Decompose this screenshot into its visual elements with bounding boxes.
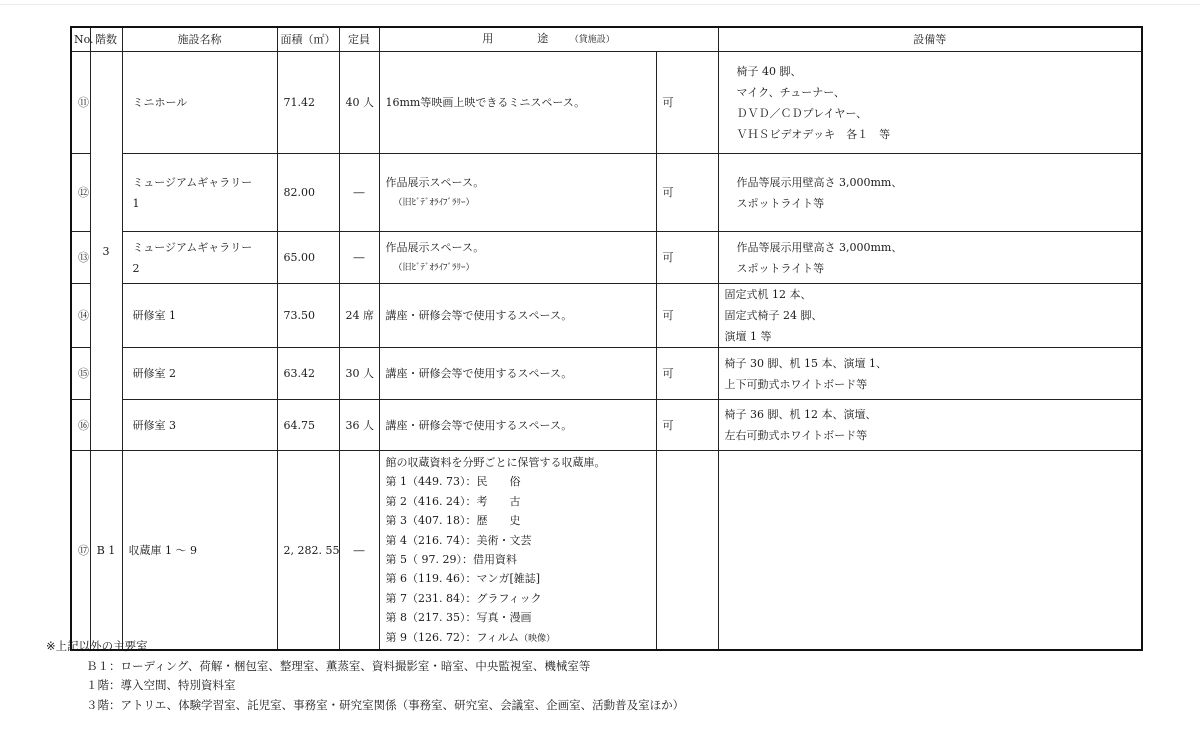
row-number: ⑬: [71, 232, 90, 284]
storage-room-field: グラフィック: [476, 591, 542, 605]
row-number: ⑭: [71, 284, 90, 348]
facility-equipment: [718, 52, 1142, 154]
storage-room-field: 写真・漫画: [476, 611, 532, 625]
facility-table: [70, 26, 1143, 651]
facility-area: 71.42: [277, 52, 339, 154]
facility-usage: 16mm等映画上映できるミニスペース。: [379, 52, 656, 154]
facility-capacity: ―: [339, 154, 379, 232]
facility-usage: [379, 232, 656, 284]
facility-capacity: 36 人: [339, 400, 379, 451]
storage-room-label: 第 8（217. 35）：: [385, 611, 477, 625]
storage-room-label: 第 3（407. 18）：: [385, 514, 477, 528]
equipment-line: 椅子 30 脚、机 15 本、演壇 1、: [724, 356, 887, 370]
facility-equipment: [718, 348, 1142, 400]
equipment-line: 椅子 40 脚、: [736, 64, 802, 78]
facility-area: 65.00: [277, 232, 339, 284]
equipment-line: スポットライト等: [736, 196, 825, 210]
rentable-flag: 可: [656, 232, 718, 284]
storage-room-field: 民 俗: [476, 475, 521, 489]
facility-equipment: [718, 284, 1142, 348]
facility-name-line: ミュージアムギャラリー: [132, 240, 253, 254]
row-number: ⑫: [71, 154, 90, 232]
equipment-line: 作品等展示用壁高さ 3,000mm、: [736, 240, 903, 254]
facility-area: 73.50: [277, 284, 339, 348]
equipment-line: ＶＨＳビデオデッキ 各１ 等: [736, 127, 891, 141]
table-row: [71, 154, 1142, 232]
header-usage: [379, 27, 718, 52]
facility-equipment: [718, 400, 1142, 451]
facility-name: ミニホール: [122, 52, 277, 154]
facility-capacity: ―: [339, 232, 379, 284]
storage-room-field: マンガ[雑誌]: [476, 572, 541, 586]
header-name: 施設名称: [122, 27, 277, 52]
header-usage-label: 用 途: [482, 32, 549, 45]
equipment-line: スポットライト等: [736, 261, 825, 275]
equipment-line: 固定式椅子 24 脚、: [724, 309, 823, 322]
storage-room: [386, 608, 650, 627]
table-row: [71, 52, 1142, 154]
storage-detail: [379, 451, 656, 651]
rentable-flag-empty: [656, 451, 718, 651]
storage-room-field: 歴 史: [476, 514, 521, 528]
rentable-flag: 可: [656, 154, 718, 232]
storage-intro: 館の収蔵資料を分野ごとに保管する収蔵庫。: [385, 456, 606, 469]
equipment-line: 左右可動式ホワイトボード等: [724, 429, 868, 442]
facility-equipment: [718, 154, 1142, 232]
storage-room-field: フィルム: [476, 630, 520, 644]
facility-usage: 講座・研修会等で使用するスペース。: [379, 284, 656, 348]
facility-capacity: 30 人: [339, 348, 379, 400]
storage-room-label: 第 7（231. 84）：: [385, 591, 477, 605]
top-divider: [0, 4, 1200, 5]
header-equipment: 設備等: [718, 27, 1142, 52]
rentable-flag: 可: [656, 284, 718, 348]
storage-room: [386, 589, 650, 608]
facility-name: 研修室 3: [122, 400, 277, 451]
storage-room: [386, 550, 650, 569]
facility-area: 64.75: [277, 400, 339, 451]
footer-notes: [46, 637, 684, 715]
rentable-flag: 可: [656, 400, 718, 451]
row-number: ⑯: [71, 400, 90, 451]
storage-room: [386, 492, 650, 511]
floor-cell: 3: [90, 52, 122, 451]
usage-line: 作品展示スペース。: [385, 175, 485, 189]
footer-heading: ※上記以外の主要室: [46, 639, 148, 653]
facility-usage: 講座・研修会等で使用するスペース。: [379, 348, 656, 400]
storage-room: [386, 472, 650, 491]
table-row: [71, 400, 1142, 451]
storage-room-note: （映像）: [519, 633, 556, 644]
facility-capacity: ―: [339, 451, 379, 651]
footer-b1: Ｂ１：ローディング、荷解・梱包室、整理室、薫蒸室、資料撮影室・暗室、中央監視室、機械室等: [86, 658, 591, 673]
facility-name-line: 1: [132, 196, 140, 210]
rentable-flag: 可: [656, 52, 718, 154]
footer-f1: １階：導入空間、特別資料室: [86, 678, 236, 692]
row-number: ⑰: [71, 451, 90, 651]
storage-room-field: 考 古: [476, 494, 521, 508]
facility-area: 2, 282. 55: [277, 451, 339, 651]
rentable-flag: 可: [656, 348, 718, 400]
facility-name: 収蔵庫 1 ～ 9: [122, 451, 277, 651]
facility-capacity: 24 席: [339, 284, 379, 348]
usage-note: （旧ﾋﾞﾃﾞｵﾗｲﾌﾞﾗﾘｰ）: [393, 262, 475, 273]
usage-note: （旧ﾋﾞﾃﾞｵﾗｲﾌﾞﾗﾘｰ）: [393, 197, 475, 208]
storage-room: [386, 511, 650, 530]
floor-cell: B 1: [90, 451, 122, 651]
storage-room-label: 第 5（ 97. 29）：: [385, 553, 473, 567]
storage-room-label: 第 9（126. 72）：: [385, 630, 477, 644]
storage-room-label: 第 4（216. 74）：: [385, 533, 477, 547]
facility-usage: 講座・研修会等で使用するスペース。: [379, 400, 656, 451]
storage-room-field: 美術・文芸: [476, 533, 532, 547]
facility-name-line: 2: [132, 261, 140, 275]
equipment-line: マイク、チューナー、: [736, 85, 845, 99]
facility-name: [122, 232, 277, 284]
equipment-line: 演壇 1 等: [724, 330, 772, 343]
facility-name-line: ミュージアムギャラリー: [132, 175, 253, 189]
usage-line: 作品展示スペース。: [385, 240, 485, 254]
header-row: [71, 27, 1142, 52]
storage-room-field: 借用資料: [472, 553, 517, 567]
facility-equipment-empty: [718, 451, 1142, 651]
row-number: ⑪: [71, 52, 90, 154]
equipment-line: 椅子 36 脚、机 12 本、演壇、: [724, 408, 877, 421]
storage-room-label: 第 2（416. 24）：: [385, 494, 477, 508]
facility-name: 研修室 2: [122, 348, 277, 400]
table-row: [71, 284, 1142, 348]
header-no: No.: [71, 27, 90, 52]
header-floor: 階数: [90, 27, 122, 52]
equipment-line: ＤＶＤ／ＣＤプレイヤー、: [736, 106, 868, 120]
table-row-storage: [71, 451, 1142, 651]
facility-equipment: [718, 232, 1142, 284]
facility-area: 63.42: [277, 348, 339, 400]
facility-capacity: 40 人: [339, 52, 379, 154]
table-row: [71, 232, 1142, 284]
table-row: [71, 348, 1142, 400]
facility-name: 研修室 1: [122, 284, 277, 348]
storage-room-label: 第 1（449. 73）：: [385, 475, 477, 489]
facility-name: [122, 154, 277, 232]
header-capacity: 定員: [339, 27, 379, 52]
row-number: ⑮: [71, 348, 90, 400]
header-area: 面積（㎡）: [277, 27, 339, 52]
storage-room: [386, 569, 650, 588]
equipment-line: 上下可動式ホワイトボード等: [724, 377, 868, 391]
equipment-line: 固定式机 12 本、: [724, 288, 812, 301]
storage-room: [386, 531, 650, 550]
facility-area: 82.00: [277, 154, 339, 232]
footer-f3: ３階：アトリエ、体験学習室、託児室、事務室・研究室関係（事務室、研究室、会議室、企画室、活動普及室ほか）: [86, 697, 685, 712]
facility-usage: [379, 154, 656, 232]
storage-room-label: 第 6（119. 46）：: [385, 572, 477, 586]
equipment-line: 作品等展示用壁高さ 3,000mm、: [736, 175, 903, 189]
header-usage-note: （貸施設）: [569, 35, 615, 45]
